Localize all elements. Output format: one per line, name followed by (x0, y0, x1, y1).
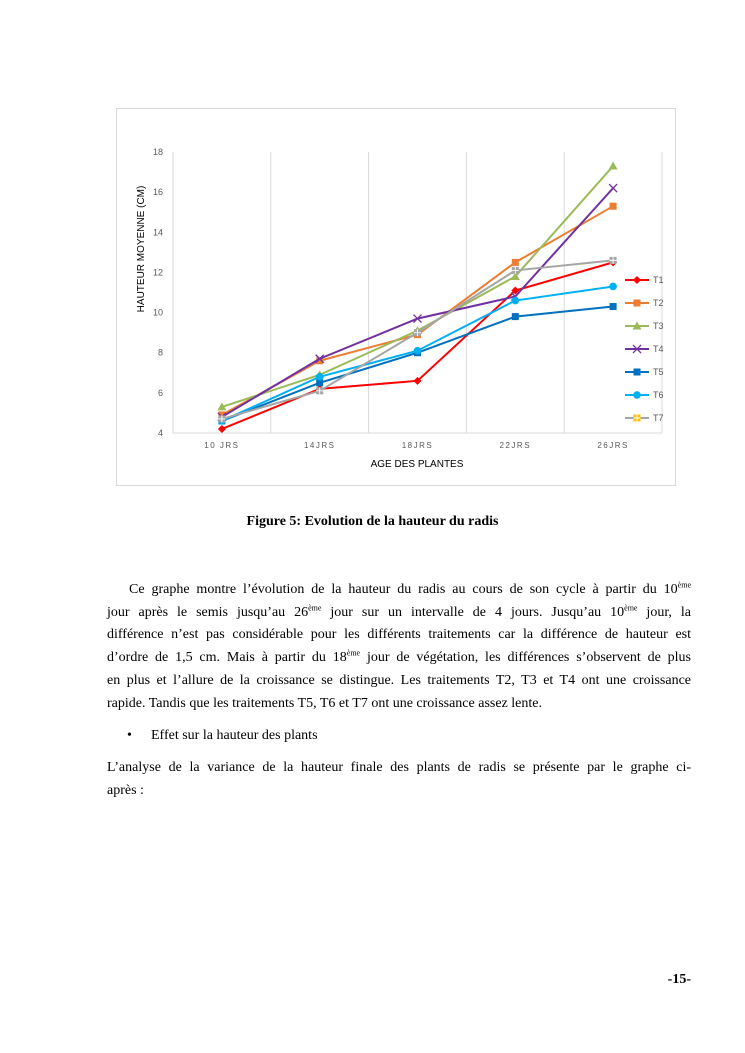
y-tick-label: 16 (152, 187, 163, 198)
legend-item-t6 (625, 390, 664, 400)
y-tick-label: 6 (157, 387, 163, 398)
paragraph-1-line-2c: jour, la (637, 604, 691, 620)
series-t2 (218, 203, 616, 419)
legend-label: T7 (653, 413, 664, 423)
series-t3 (217, 162, 617, 411)
figure-caption: Figure 5: Evolution de la hauteur du radis (246, 514, 499, 529)
data-point-t6 (512, 297, 520, 305)
legend-marker (634, 369, 641, 376)
series-line-t3 (222, 166, 613, 407)
data-point-t2 (512, 259, 519, 266)
legend-item-t3 (625, 321, 664, 331)
x-tick-label: 18JRS (401, 441, 434, 450)
y-tick-label: 4 (157, 428, 163, 438)
legend-label: T4 (653, 344, 664, 354)
x-tick-label: 10 JRS (204, 441, 240, 450)
data-point-t4 (609, 184, 617, 192)
line-chart (117, 109, 675, 485)
paragraph-1-line-1: Ce graphe montre l’évolution de la hauteur du radis au cours de son cycle à partir du 10 (129, 582, 678, 597)
data-point-t3 (609, 162, 618, 170)
superscript: ème (624, 603, 638, 613)
paragraph-2 (107, 757, 691, 802)
legend-label: T3 (653, 321, 664, 331)
data-point-t5 (512, 313, 519, 320)
legend-item-t5 (625, 367, 664, 377)
paragraph-1-line-2b: jour sur un intervalle de 4 jours. Jusqu’au 10 (321, 604, 625, 620)
data-point-t5 (610, 303, 617, 310)
paragraph-1-line-6: rapide. Tandis que les traitements T5, T6 et T7 ont une croissance assez lente. (107, 695, 542, 711)
legend-marker (633, 276, 641, 284)
legend-label: T2 (653, 298, 664, 308)
series-line-t5 (222, 307, 613, 421)
series-line-t1 (222, 262, 613, 429)
series-t4 (218, 184, 617, 421)
series-t7 (218, 257, 616, 423)
data-point-t1 (218, 425, 226, 433)
y-tick-label: 12 (152, 267, 163, 278)
legend-item-t7 (625, 413, 664, 423)
x-tick-label: 14JRS (303, 441, 336, 450)
y-tick-label: 14 (152, 227, 163, 238)
paragraph-1 (107, 579, 691, 715)
paragraph-1-line-4a: d’ordre de 1,5 cm. Mais à partir du 18 (107, 650, 347, 666)
bullet-icon: • (127, 728, 132, 743)
paragraph-1-line-5: en plus et l’allure de la croissance se distingue. Les traitements T2, T3 et T4 ont une croissance (107, 672, 691, 688)
paragraph-2-line-1: L’analyse de la variance de la hauteur finale des plants de radis se présente par le graphe ci- (107, 760, 691, 775)
legend-label: T1 (653, 275, 664, 285)
series-t1 (218, 258, 617, 433)
legend-label: T6 (653, 390, 664, 400)
superscript: ème (308, 603, 322, 613)
superscript: ème (346, 648, 361, 658)
x-axis-title: AGE DES PLANTES (370, 459, 464, 470)
legend-label: T5 (653, 367, 664, 377)
x-tick-label: 22JRS (499, 441, 532, 450)
paragraph-2-line-2: après : (107, 782, 144, 798)
data-point-t2 (610, 203, 617, 210)
y-tick-label: 18 (152, 147, 163, 157)
data-point-t6 (316, 373, 324, 381)
legend-marker (634, 300, 641, 307)
y-tick-label: 10 (152, 307, 163, 318)
chart-frame (116, 108, 676, 486)
y-axis-title: HAUTEUR MOYENNE (CM) (136, 185, 147, 313)
paragraph-1-line-3: différence n’est pas considérable pour les différents traitements car la différence de hauteur est (107, 627, 691, 643)
y-tick-label: 8 (157, 347, 163, 358)
legend-item-t1 (625, 275, 664, 285)
legend-item-t2 (625, 298, 664, 308)
data-point-t6 (609, 283, 617, 291)
superscript: ème (677, 580, 691, 590)
data-point-t6 (414, 347, 422, 355)
bullet-text: Effet sur la hauteur des plants (151, 728, 318, 743)
x-tick-label: 26JRS (597, 441, 629, 450)
paragraph-1-line-4b: jour de végétation, les différences s’observent de plus (360, 650, 691, 666)
page-number: -15- (667, 972, 691, 987)
bullet-item (127, 725, 318, 747)
legend-item-t4 (625, 344, 664, 354)
paragraph-1-line-2a: jour après le semis jusqu’au 26 (107, 604, 309, 620)
legend-marker (633, 391, 641, 399)
